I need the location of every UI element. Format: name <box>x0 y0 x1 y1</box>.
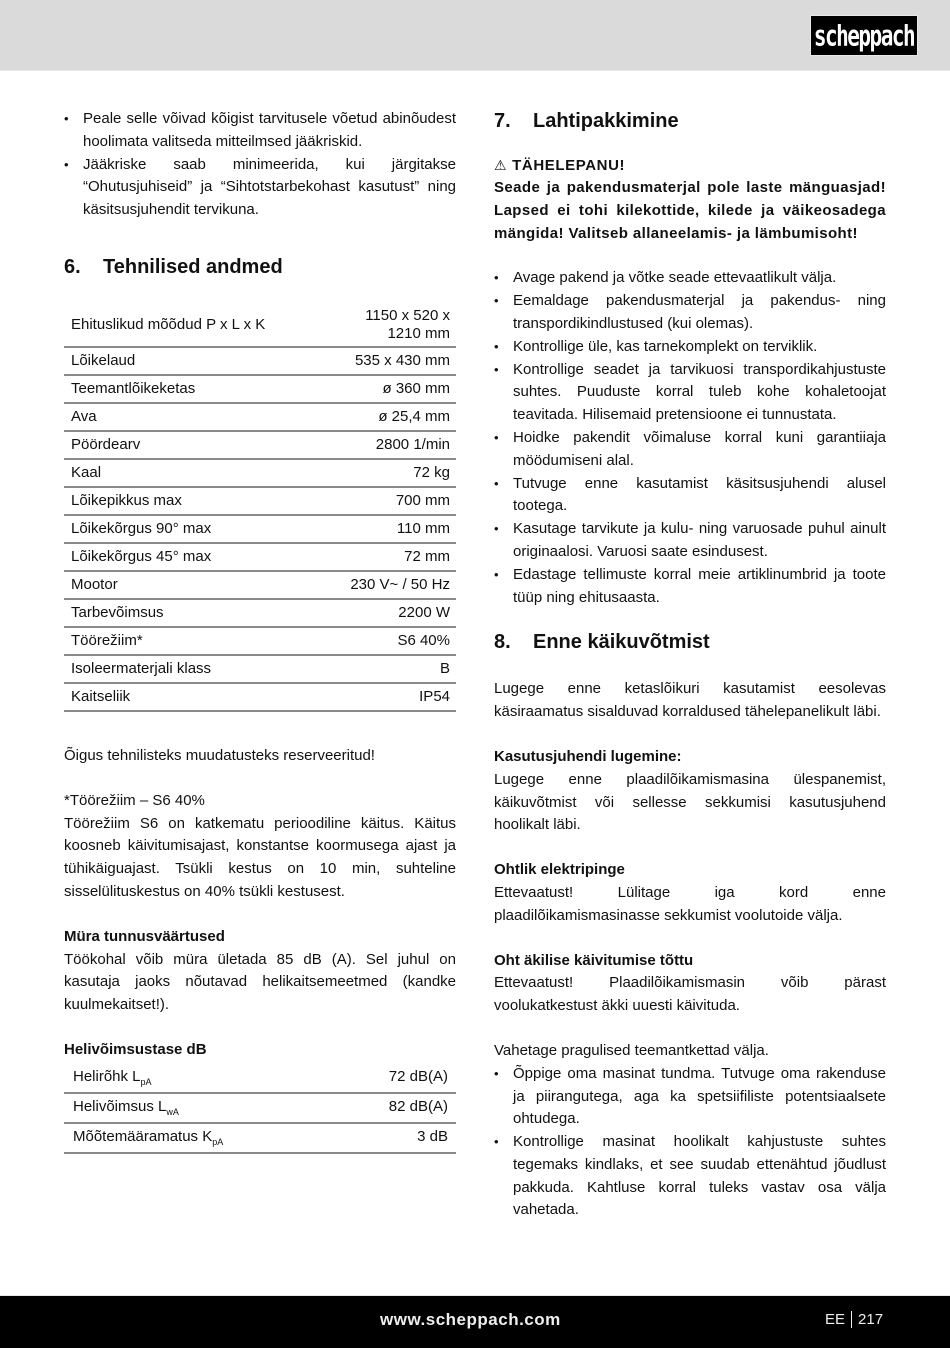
spec-value: B <box>318 655 456 683</box>
noise-values-text: Töökohal võib müra ületada 85 dB (A). Sel juhul on kasutaja jaoks nõutavad helikaitsemeetmed (kandke kuulmekaitset!). <box>64 950 456 1014</box>
spec-label: Lõikekõrgus 90° max <box>64 515 318 543</box>
table-row <box>64 305 456 347</box>
rights-note: Õigus tehnilisteks muudatusteks reserveeritud! <box>64 746 375 764</box>
list-item: • Õppige oma masinat tundma. Tutvuge oma rakenduse ja piirangutega, aga ka spetsiifiliste potentsiaalsete ohtudega. <box>494 1063 886 1131</box>
voltage-danger-heading: Ohtlik elektripinge <box>494 861 625 879</box>
noise-values-heading: Müra tunnusväärtused <box>64 927 225 945</box>
section-number: 7. <box>494 110 511 132</box>
spec-value <box>318 305 456 347</box>
list-item: • Hoidke pakendit võimaluse korral kuni garantiiaja möödumiseni alal. <box>494 427 886 473</box>
sound-label-subscript: wA <box>166 1106 179 1117</box>
section-6-heading <box>64 254 456 280</box>
sound-label-text: Helirõhk L <box>73 1067 141 1085</box>
sound-power-heading: Helivõimsustase dB <box>64 1040 207 1058</box>
spec-label: Lõikelaud <box>64 347 318 375</box>
sound-value: 72 dB(A) <box>333 1064 456 1093</box>
sound-power-table <box>64 1064 456 1154</box>
spec-value: 72 mm <box>318 543 456 571</box>
table-row <box>64 403 456 431</box>
list-item: • Tutvuge enne kasutamist käsitsusjuhendi alusel tootega. <box>494 473 886 519</box>
section-title: Lahtipakkimine <box>533 110 679 132</box>
table-row <box>64 1123 456 1153</box>
sound-value: 3 dB <box>333 1123 456 1153</box>
sound-value: 82 dB(A) <box>333 1093 456 1123</box>
list-item: • Edastage tellimuste korral meie artiklinumbrid ja toote tüüp ning ehitusaasta. <box>494 564 886 610</box>
section-title: Enne käikuvõtmist <box>533 631 710 654</box>
page-indicator <box>825 1311 883 1328</box>
table-row <box>64 347 456 375</box>
sound-label-subscript: pA <box>140 1076 152 1087</box>
section-number: 6. <box>64 255 81 278</box>
spec-value: 230 V~ / 50 Hz <box>318 571 456 599</box>
spec-label: Tarbevõimsus <box>64 599 318 627</box>
list-item: • Jääkriske saab minimeerida, kui järgitakse “Ohutusjuhiseid” ja “Sihtotstarbekohast kasutust” ning käsitsusjuhendit tervikuna. <box>64 154 456 222</box>
table-row <box>64 487 456 515</box>
table-row <box>64 627 456 655</box>
spec-label: Lõikekõrgus 45° max <box>64 543 318 571</box>
table-row <box>64 655 456 683</box>
table-row <box>64 459 456 487</box>
list-item: • Peale selle võivad kõigist tarvitusele võetud abinõudest hoolimata valitseda mitteilmsed jääkriskid. <box>64 108 456 154</box>
spec-label: Teemantlõikeketas <box>64 375 318 403</box>
warning-text: Seade ja pakendusmaterjal pole laste mänguasjad! Lapsed ei tohi kilekottide, kilede ja väikeosadega mängida! Valitseb allaneelamis- ja lämbumisoht! <box>494 179 886 242</box>
spec-label: Lõikepikkus max <box>64 487 318 515</box>
duty-cycle-title: *Töörežiim – S6 40% <box>64 791 205 809</box>
spec-label: Kaitseliik <box>64 683 318 711</box>
sound-label-subscript: pA <box>212 1136 224 1147</box>
spec-value: ø 25,4 mm <box>318 403 456 431</box>
spec-value: 72 kg <box>318 459 456 487</box>
section-number: 8. <box>494 631 511 654</box>
sound-label <box>64 1064 333 1093</box>
spec-label: Ava <box>64 403 318 431</box>
sound-label-text: Helivõimsus L <box>73 1097 167 1115</box>
voltage-danger-text: Ettevaatust! Lülitage iga kord enne plaadilõikamismasinasse sekkumist voolutoide välja. <box>494 883 886 924</box>
table-row <box>64 515 456 543</box>
spec-label: Isoleermaterjali klass <box>64 655 318 683</box>
page-number: 217 <box>858 1311 884 1328</box>
section-7-heading <box>494 108 886 134</box>
table-row <box>64 599 456 627</box>
restart-danger-heading: Oht äkilise käivitumise tõttu <box>494 951 694 969</box>
spec-label: Kaal <box>64 459 318 487</box>
spec-value: 110 mm <box>318 515 456 543</box>
section-8-intro: Lugege enne ketaslõikuri kasutamist eesolevas käsiraamatus sisalduvad korraldused tähelepanelikult läbi. <box>494 680 886 721</box>
logo-text: scheppach <box>813 19 915 52</box>
technical-data-table <box>64 305 456 712</box>
list-item: • Eemaldage pakendusmaterjal ja pakendus- ning transpordikindlustused (kui olemas). <box>494 290 886 336</box>
section-title: Tehnilised andmed <box>103 255 283 278</box>
spec-label: Töörežiim* <box>64 627 318 655</box>
right-column <box>494 108 886 1222</box>
sound-label <box>64 1093 333 1123</box>
table-row <box>64 571 456 599</box>
warning-heading <box>494 154 886 177</box>
list-item: • Kasutage tarvikute ja kulu- ning varuosade puhul ainult originaalosi. Varuosi saate esindusest. <box>494 518 886 564</box>
table-row <box>64 543 456 571</box>
spec-value: 2800 1/min <box>318 431 456 459</box>
page-footer <box>0 1295 950 1348</box>
divider <box>851 1311 852 1328</box>
scheppach-logo <box>810 15 918 56</box>
page-header <box>0 0 950 71</box>
spec-label: Mootor <box>64 571 318 599</box>
spec-value: IP54 <box>318 683 456 711</box>
sound-label-text: Mõõtemääramatus K <box>73 1127 213 1145</box>
section-8-heading <box>494 629 886 655</box>
left-column <box>64 108 456 1154</box>
website-link[interactable]: www.scheppach.com <box>380 1310 561 1329</box>
final-bullet-list <box>494 1063 886 1223</box>
warning-triangle-icon: ⚠ <box>494 157 508 173</box>
duty-cycle-text: Töörežiim S6 on katkematu perioodiline käitus. Käitus koosneb käivitumisajast, konstantse koormusega ajast ja tühikäiguajast. Tsükli kestus on 10 min, suhteline sisselülituskestus on 40% tsükli kestusest. <box>64 814 456 900</box>
spec-value: S6 40% <box>318 627 456 655</box>
spec-value-line: 1210 mm <box>387 324 450 342</box>
manual-reading-heading: Kasutusjuhendi lugemine: <box>494 747 682 765</box>
sound-label <box>64 1123 333 1153</box>
spec-value: 2200 W <box>318 599 456 627</box>
list-item: • Kontrollige seadet ja tarvikuosi transpordikahjustuste suhtes. Puuduste korral tuleb kohe kohaletoojat teavitada. Hilisemaid pretensioone ei tunnustata. <box>494 359 886 427</box>
manual-reading-text: Lugege enne plaadilõikamismasina ülespanemist, käikuvõtmist või sellesse sekkumisi kasutusjuhend hoolikalt läbi. <box>494 770 886 834</box>
list-item: • Kontrollige üle, kas tarnekomplekt on terviklik. <box>494 336 886 359</box>
spec-value-line: 1150 x 520 x <box>365 306 450 324</box>
intro-bullet-list <box>64 108 456 222</box>
unpacking-bullet-list <box>494 267 886 609</box>
warning-title: TÄHELEPANU! <box>512 157 626 174</box>
restart-danger-text: Ettevaatust! Plaadilõikamismasin võib pärast voolukatkestust äkki uuesti käivituda. <box>494 974 886 1015</box>
table-row <box>64 431 456 459</box>
spec-label: Ehituslikud mõõdud P x L x K <box>64 305 318 347</box>
spec-value: 700 mm <box>318 487 456 515</box>
list-item: • Avage pakend ja võtke seade ettevaatlikult välja. <box>494 267 886 290</box>
spec-value: ø 360 mm <box>318 375 456 403</box>
spec-value: 535 x 430 mm <box>318 347 456 375</box>
table-row <box>64 375 456 403</box>
table-row <box>64 683 456 711</box>
spec-label: Pöördearv <box>64 431 318 459</box>
language-code: EE <box>825 1311 846 1328</box>
list-item: • Kontrollige masinat hoolikalt kahjustuste suhtes tegemaks kindlaks, et see suudab ettenähtud jõudlust pakkuda. Kahtluse korral tuleks vastav osa välja vahetada. <box>494 1131 886 1222</box>
replace-discs-text: Vahetage pragulised teemantkettad välja. <box>494 1041 769 1059</box>
table-row <box>64 1064 456 1093</box>
table-row <box>64 1093 456 1123</box>
